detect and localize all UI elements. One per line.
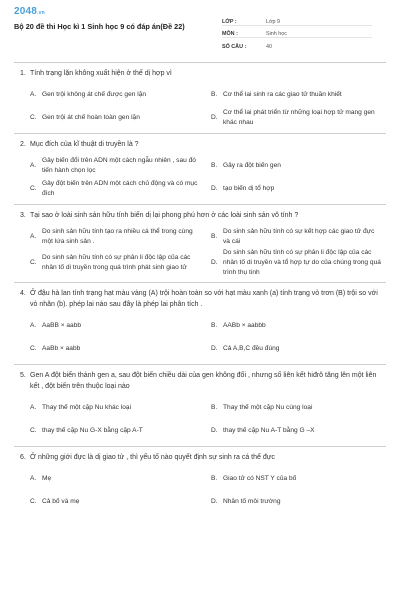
option-text: Gây biến đổi trên ADN một cách ngẫu nhiên , sau đó tiến hành chọn lọc bbox=[42, 156, 196, 174]
option-text: Mẹ bbox=[42, 474, 52, 482]
answer-option-c[interactable] bbox=[30, 177, 205, 200]
meta-value: Lớp 9 bbox=[266, 19, 281, 25]
question-number: 2. bbox=[20, 141, 26, 148]
option-letter: C. bbox=[30, 184, 37, 192]
option-text: Do sinh sản hữu tính tạo ra nhiều cá thể trong cùng một lứa sinh sản . bbox=[42, 227, 193, 245]
option-letter: C. bbox=[30, 259, 37, 266]
question-6 bbox=[14, 447, 386, 517]
option-text: Giao tử có NST Y của bố bbox=[223, 474, 297, 482]
answer-option-b[interactable] bbox=[211, 396, 386, 419]
option-letter: A. bbox=[30, 321, 37, 329]
option-text: tạo biến dị tổ hợp bbox=[223, 184, 275, 192]
question-text: Ở những giới đực là dị giao tử , thì yếu tố nào quyết định sự sinh ra cá thể đực bbox=[30, 454, 275, 461]
option-text: Gen trội át chế hoàn toàn gen lặn bbox=[42, 113, 140, 121]
option-letter: D. bbox=[211, 184, 218, 192]
question-number: 4. bbox=[20, 290, 26, 297]
answer-options bbox=[14, 463, 386, 513]
option-text: Nhân tố môi trường bbox=[223, 497, 281, 505]
question-number: 3. bbox=[20, 212, 26, 219]
option-letter: D. bbox=[211, 113, 218, 121]
question-text: Tính trạng lặn không xuất hiện ở thế dị hợp vì bbox=[30, 70, 172, 77]
option-text: Thay thế một cặp Nu khác loại bbox=[42, 403, 132, 411]
option-letter: D. bbox=[211, 426, 218, 434]
answer-option-d[interactable] bbox=[211, 248, 386, 278]
answer-option-c[interactable] bbox=[30, 337, 205, 360]
question-stem bbox=[14, 139, 386, 150]
answer-option-b[interactable] bbox=[211, 154, 386, 177]
question-text: Mục đích của kĩ thuật di truyền là ? bbox=[30, 141, 139, 148]
question-3 bbox=[14, 205, 386, 283]
meta-value: Sinh học bbox=[266, 31, 287, 37]
option-letter: C. bbox=[30, 344, 37, 352]
option-letter: A. bbox=[30, 161, 37, 169]
question-number: 1. bbox=[20, 70, 26, 77]
answer-options bbox=[14, 310, 386, 360]
answer-option-c[interactable] bbox=[30, 419, 205, 442]
answer-option-a[interactable] bbox=[30, 314, 205, 337]
answer-option-d[interactable] bbox=[211, 419, 386, 442]
page-header bbox=[14, 0, 386, 62]
answer-options bbox=[14, 392, 386, 442]
question-1 bbox=[14, 63, 386, 134]
option-letter: D. bbox=[211, 497, 218, 505]
question-2 bbox=[14, 134, 386, 205]
option-text: Do sinh sản hữu tính có sự kết hợp các giao tử đực và cái bbox=[223, 227, 375, 245]
question-5 bbox=[14, 365, 386, 447]
answer-option-d[interactable] bbox=[211, 177, 386, 200]
option-text: AaBB × aabb bbox=[42, 321, 82, 329]
option-text: Thay thế một cặp Nu cùng loại bbox=[223, 403, 313, 411]
option-text: Cơ thể lai phát triển từ những loại hợp tử mang gen khác nhau bbox=[223, 108, 375, 126]
answer-option-b[interactable] bbox=[211, 225, 386, 248]
document-title: Bộ 20 đề thi Học kì 1 Sinh học 9 có đáp án(Đề 22) bbox=[14, 22, 185, 31]
answer-option-b[interactable] bbox=[211, 83, 386, 106]
answer-options bbox=[14, 221, 386, 278]
answer-option-a[interactable] bbox=[30, 396, 205, 419]
option-text: Do sinh sản hữu tính có sự phân li độc lập của các nhân tố di truyền trong quá trình phát sinh giao tử bbox=[42, 254, 191, 271]
option-letter: A. bbox=[30, 90, 37, 98]
answer-option-b[interactable] bbox=[211, 314, 386, 337]
meta-label: LỚP : bbox=[222, 19, 237, 25]
option-text: Cả bố và mẹ bbox=[42, 497, 80, 505]
meta-value: 40 bbox=[266, 44, 272, 50]
answer-option-d[interactable] bbox=[211, 106, 386, 129]
option-letter: C. bbox=[30, 426, 37, 434]
option-text: Cả A,B,C đều đúng bbox=[223, 344, 280, 352]
option-text: thay thế cặp Nu A-T bằng G –X bbox=[223, 426, 315, 434]
exam-meta bbox=[222, 14, 372, 50]
meta-label: SỐ CÂU : bbox=[222, 44, 247, 50]
question-stem bbox=[14, 68, 386, 79]
option-letter: B. bbox=[211, 403, 218, 411]
answer-option-a[interactable] bbox=[30, 83, 205, 106]
meta-row-count bbox=[222, 38, 372, 50]
brand-name: 2048 bbox=[14, 6, 38, 17]
answer-option-a[interactable] bbox=[30, 467, 205, 490]
question-4 bbox=[14, 283, 386, 365]
option-letter: B. bbox=[211, 161, 218, 169]
answer-option-a[interactable] bbox=[30, 154, 205, 177]
option-text: AABb × aabbb bbox=[223, 321, 266, 329]
question-number: 6. bbox=[20, 454, 26, 461]
option-letter: B. bbox=[211, 90, 218, 98]
answer-options bbox=[14, 79, 386, 129]
option-letter: C. bbox=[30, 113, 37, 121]
option-letter: B. bbox=[211, 321, 218, 329]
answer-option-d[interactable] bbox=[211, 490, 386, 513]
question-stem bbox=[14, 288, 386, 310]
meta-label: MÔN : bbox=[222, 31, 238, 37]
question-text: Ở đậu hà lan tính trạng hạt màu vàng (A) trội hoàn toàn so với hạt màu xanh (a) tính trạng vỏ trơn (B) trội so với vỏ nhăn (b). phép lai nào sau đây là phép lai phân tích . bbox=[30, 290, 378, 308]
brand-suffix: .vn bbox=[37, 10, 45, 16]
question-text: Tại sao ở loài sinh sản hữu tính biến dị lại phong phú hơn ở các loài sinh sản vô tính ? bbox=[30, 212, 299, 219]
option-letter: D. bbox=[211, 344, 218, 352]
answer-option-a[interactable] bbox=[30, 225, 205, 248]
option-letter: B. bbox=[211, 474, 218, 482]
option-text: Gây đột biến trên ADN một cách chủ động và có mục đích bbox=[42, 179, 198, 197]
answer-option-c[interactable] bbox=[30, 106, 205, 129]
meta-row-class bbox=[222, 14, 372, 26]
option-letter: B. bbox=[211, 232, 218, 240]
answer-option-c[interactable] bbox=[30, 490, 205, 513]
question-stem bbox=[14, 210, 386, 221]
option-letter: D. bbox=[211, 259, 218, 266]
option-letter: A. bbox=[30, 403, 37, 411]
answer-option-b[interactable] bbox=[211, 467, 386, 490]
question-stem bbox=[14, 452, 386, 463]
option-text: AaBb × aabb bbox=[42, 344, 81, 352]
question-stem bbox=[14, 370, 386, 392]
option-text: Do sinh sản hữu tính có sự phân li độc lập của các nhân tố di truyền và tổ hợp tự do của chúng trong quá trình thụ tinh bbox=[223, 249, 381, 276]
option-text: thay thế cặp Nu G-X bằng cặp A-T bbox=[42, 426, 143, 434]
option-text: Gây ra đột biến gen bbox=[223, 161, 281, 169]
meta-row-subject bbox=[222, 26, 372, 38]
option-letter: C. bbox=[30, 497, 37, 505]
option-letter: A. bbox=[30, 232, 37, 240]
option-text: Gen trội không át chế được gen lặn bbox=[42, 90, 147, 98]
option-text: Cơ thể lai sinh ra các giao tử thuần khiết bbox=[223, 90, 342, 98]
answer-option-c[interactable] bbox=[30, 248, 205, 278]
answer-option-d[interactable] bbox=[211, 337, 386, 360]
question-number: 5. bbox=[20, 372, 26, 379]
option-letter: A. bbox=[30, 474, 37, 482]
answer-options bbox=[14, 150, 386, 200]
question-text: Gen A đột biến thành gen a, sau đột biến chiều dài của gen không đổi , nhưng số liên kết hiđrô tăng lên một liên kết , đột biến trên thuộc loại nào bbox=[30, 372, 377, 390]
